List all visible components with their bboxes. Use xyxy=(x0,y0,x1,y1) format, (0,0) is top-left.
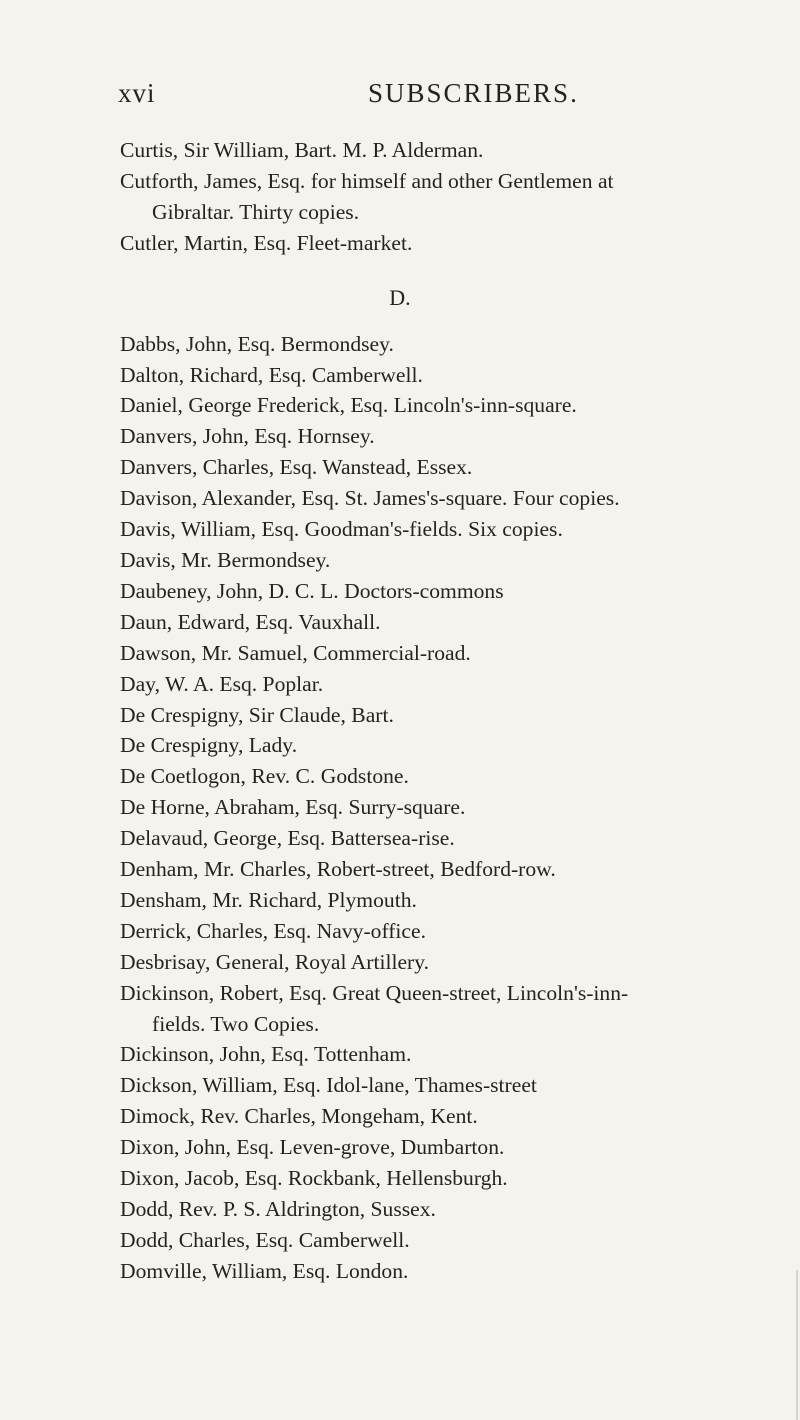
page-number: xvi xyxy=(118,78,156,108)
list-item: De Crespigny, Lady. xyxy=(120,733,298,758)
list-item: Densham, Mr. Richard, Plymouth. xyxy=(120,887,417,912)
running-head: SUBSCRIBERS. xyxy=(368,78,579,108)
list-item: Davis, Mr. Bermondsey. xyxy=(120,547,331,572)
list-item: Dawson, Mr. Samuel, Commercial-road. xyxy=(120,640,471,665)
list-item: Danvers, Charles, Esq. Wanstead, Essex. xyxy=(120,455,473,480)
list-item: Desbrisay, General, Royal Artillery. xyxy=(120,949,430,974)
list-item: Daniel, George Frederick, Esq. Lincoln's-inn-square. xyxy=(120,393,577,418)
list-item: Daubeney, John, D. C. L. Doctors-commons xyxy=(120,578,504,603)
subscriber-list xyxy=(120,135,680,1287)
list-item: Davison, Alexander, Esq. St. James's-square. Four copies. xyxy=(120,486,620,511)
list-item: Delavaud, George, Esq. Battersea-rise. xyxy=(120,826,455,851)
list-item: Dickinson, John, Esq. Tottenham. xyxy=(120,1042,412,1067)
page-edge-line xyxy=(796,1270,798,1420)
list-item: Day, W. A. Esq. Poplar. xyxy=(120,671,324,696)
list-item: Derrick, Charles, Esq. Navy-office. xyxy=(120,918,427,943)
list-item: Dixon, John, Esq. Leven-grove, Dumbarton. xyxy=(120,1135,505,1160)
list-item: Dodd, Charles, Esq. Camberwell. xyxy=(120,1227,410,1252)
list-item: Dodd, Rev. P. S. Aldrington, Sussex. xyxy=(120,1197,436,1221)
list-item: Dimock, Rev. Charles, Mongeham, Kent. xyxy=(120,1104,478,1129)
page-header xyxy=(118,78,678,114)
list-item: Dickson, William, Esq. Idol-lane, Thames-street xyxy=(120,1073,537,1098)
list-item: Dickinson, Robert, Esq. Great Queen-street, Lincoln's-inn-fields. Two Copies. xyxy=(120,980,629,1036)
list-item: Davis, William, Esq. Goodman's-fields. Six copies. xyxy=(120,517,563,542)
section-letter-heading: D. xyxy=(389,284,411,310)
list-item: De Horne, Abraham, Esq. Surry-square. xyxy=(120,795,466,820)
list-item: Dixon, Jacob, Esq. Rockbank, Hellensburgh. xyxy=(120,1166,508,1191)
list-item: Dabbs, John, Esq. Bermondsey. xyxy=(120,331,394,356)
list-item: De Coetlogon, Rev. C. Godstone. xyxy=(120,764,409,789)
list-item: Cutforth, James, Esq. for himself and other Gentlemen at Gibraltar. Thirty copies. xyxy=(120,168,614,224)
list-item: De Crespigny, Sir Claude, Bart. xyxy=(120,702,394,727)
list-item: Danvers, John, Esq. Hornsey. xyxy=(120,424,375,449)
list-item: Domville, William, Esq. London. xyxy=(120,1258,409,1283)
list-item: Cutler, Martin, Esq. Fleet-market. xyxy=(120,230,413,255)
list-item: Denham, Mr. Charles, Robert-street, Bedford-row. xyxy=(120,857,556,882)
list-item: Dalton, Richard, Esq. Camberwell. xyxy=(120,362,423,387)
list-item: Curtis, Sir William, Bart. M. P. Alderman. xyxy=(120,138,484,162)
list-item: Daun, Edward, Esq. Vauxhall. xyxy=(120,609,381,634)
